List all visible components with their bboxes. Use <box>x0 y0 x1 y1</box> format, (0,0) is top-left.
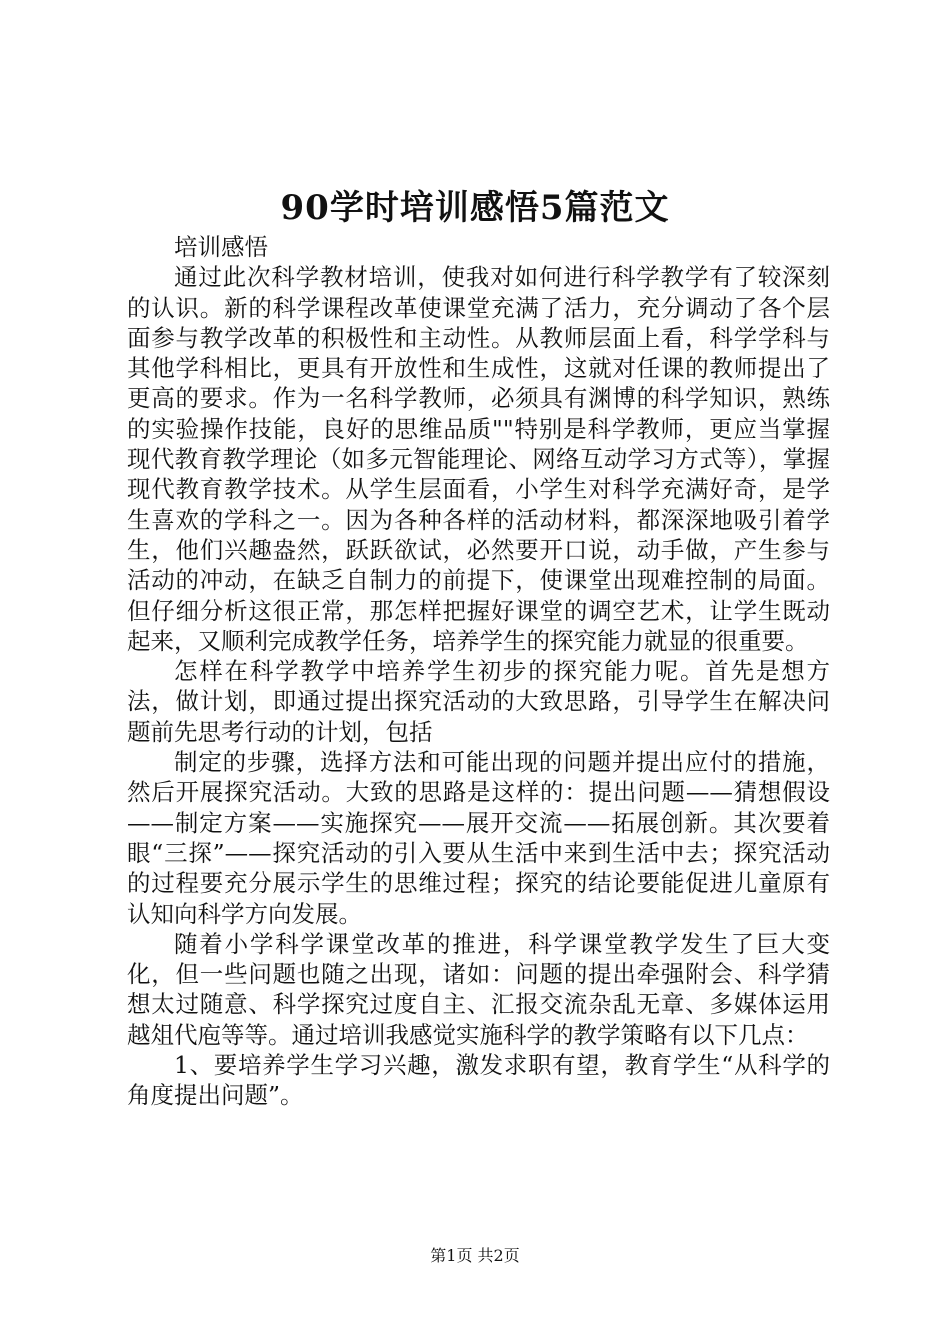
paragraph: 怎样在科学教学中培养学生初步的探究能力呢。首先是想方法，做计划，即通过提出探究活动的大致思路，引导学生在解决问题前先思考行动的计划，包括 <box>127 657 830 746</box>
paragraph: 随着小学科学课堂改革的推进，科学课堂教学发生了巨大变化，但一些问题也随之出现，诸如：问题的提出牵强附会、科学猜想太过随意、科学探究过度自主、汇报交流杂乱无章、多媒体运用越俎代庖等等。通过培训我感觉实施科学的教学策略有以下几点： <box>127 929 830 1049</box>
document-body <box>127 232 830 1111</box>
page-number-footer: 第1页 共2页 <box>430 1246 520 1265</box>
document-title: 90学时培训感悟5篇范文 <box>280 188 670 228</box>
paragraph: 制定的步骤，选择方法和可能出现的问题并提出应付的措施，然后开展探究活动。大致的思路是这样的：提出问题——猜想假设——制定方案——实施探究——展开交流——拓展创新。其次要着眼“三探”——探究活动的引入要从生活中来到生活中去；探究活动的过程要充分展示学生的思维过程；探究的结论要能促进儿童原有认知向科学方向发展。 <box>127 748 830 928</box>
paragraph-heading: 培训感悟 <box>174 233 268 261</box>
paragraph: 1、要培养学生学习兴趣，激发求职有望，教育学生“从科学的角度提出问题”。 <box>127 1051 830 1110</box>
paragraph: 通过此次科学教材培训，使我对如何进行科学教学有了较深刻的认识。新的科学课程改革使课堂充满了活力，充分调动了各个层面参与教学改革的积极性和主动性。从教师层面上看，科学学科与其他学科相比，更具有开放性和生成性，这就对任课的教师提出了更高的要求。作为一名科学教师，必须具有渊博的科学知识，熟练的实验操作技能，良好的思维品质""特别是科学教师，更应当掌握现代教育教学理论（如多元智能理论、网络互动学习方式等），掌握现代教育教学技术。从学生层面看，小学生对科学充满好奇，是学生喜欢的学科之一。因为各种各样的活动材料，都深深地吸引着学生，他们兴趣盎然，跃跃欲试，必然要开口说，动手做，产生参与活动的冲动，在缺乏自制力的前提下，使课堂出现难控制的局面。但仔细分析这很正常，那怎样把握好课堂的调空艺术，让学生既动起来，又顺利完成教学任务，培养学生的探究能力就显的很重要。 <box>127 263 830 655</box>
